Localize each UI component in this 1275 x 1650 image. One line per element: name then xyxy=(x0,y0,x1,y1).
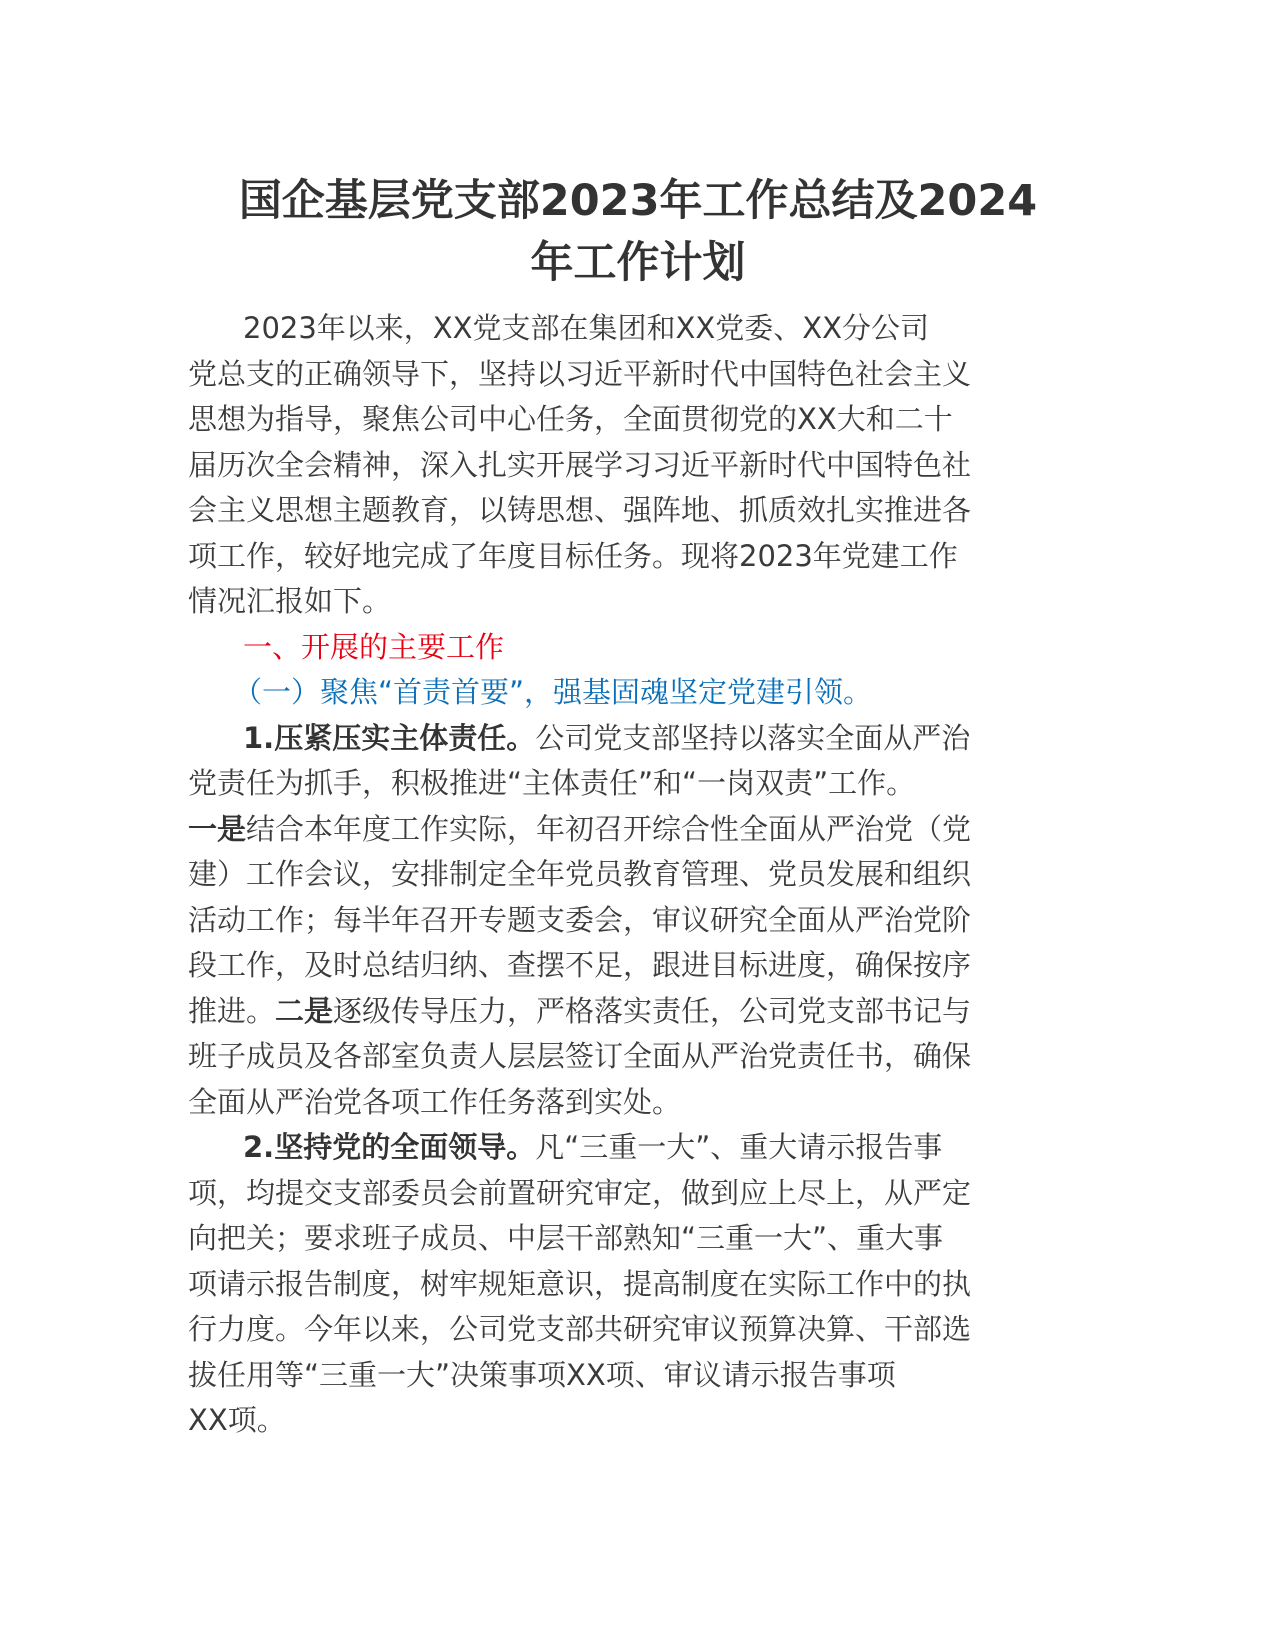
item2-line: 向把关；要求班子成员、中层干部熟知“三重一大”、重大事 xyxy=(188,1221,944,1255)
item1-line-2: 党责任为抓手，积极推进“主体责任”和“一岗双责”工作。 xyxy=(188,766,916,800)
intro-line: 会主义思想主题教育，以铸思想、强阵地、抓质效扎实推进各 xyxy=(188,493,972,527)
point-one-label: 一是 xyxy=(188,811,247,846)
intro-line: 党总支的正确领导下，坚持以习近平新时代中国特色社会主义 xyxy=(188,356,972,391)
item1-line-7 xyxy=(188,989,1088,1035)
item1-line7-pre: 推进。 xyxy=(188,993,276,1028)
item1-line-8: 班子成员及各部室负责人层层签订全面从严治党责任书，确保 xyxy=(188,1039,972,1073)
document-title xyxy=(188,170,1088,294)
item2-line: 行力度。今年以来，公司党支部共研究审议预算决算、干部选 xyxy=(188,1312,972,1346)
intro-paragraph xyxy=(188,306,1088,625)
subsection-heading-1: （一）聚焦“首责首要”，强基固魂坚定党建引领。 xyxy=(233,675,873,709)
item2-line: 项请示报告制度，树牢规矩意识，提高制度在实际工作中的执 xyxy=(188,1266,972,1301)
item1-line7-text: 逐级传导压力，严格落实责任，公司党支部书记与 xyxy=(333,993,972,1028)
title-line-2: 年工作计划 xyxy=(530,238,746,288)
intro-line: 项工作，较好地完成了年度目标任务。现将2023年党建工作 xyxy=(188,538,958,573)
item2-line: 项，均提交支部委员会前置研究审定，做到应上尽上，从严定 xyxy=(188,1175,972,1210)
item1-line1-text: 公司党支部坚持以落实全面从严治 xyxy=(535,720,971,755)
item2-line: XX项。 xyxy=(188,1403,286,1437)
item1-paragraph xyxy=(188,716,1088,1126)
item1-line-3 xyxy=(188,807,1088,853)
document-page xyxy=(188,170,1088,1444)
item1-lead: 1.压紧压实主体责任。 xyxy=(243,720,536,755)
item2-line: 拔任用等“三重一大”决策事项XX项、审议请示报告事项 xyxy=(188,1357,896,1392)
point-two-label: 二是 xyxy=(275,993,334,1028)
item2-lead: 2.坚持党的全面领导。 xyxy=(243,1130,536,1164)
item1-line-1 xyxy=(188,716,1088,762)
document-body xyxy=(188,306,1088,1444)
item1-line3-text: 结合本年度工作实际，年初召开综合性全面从严治党（党 xyxy=(246,811,972,846)
intro-line: 2023年以来，XX党支部在集团和XX党委、XX分公司 xyxy=(243,311,930,345)
item1-line-6: 段工作，及时总结归纳、查摆不足，跟进目标进度，确保按序 xyxy=(188,948,972,982)
section-heading-1: 一、开展的主要工作 xyxy=(243,629,505,664)
item2-line1-text: 凡“三重一大”、重大请示报告事 xyxy=(535,1130,943,1164)
title-line-1: 国企基层党支部2023年工作总结及2024 xyxy=(238,176,1038,226)
item1-line-4: 建）工作会议，安排制定全年党员教育管理、党员发展和组织 xyxy=(188,857,972,891)
intro-line: 思想为指导，聚焦公司中心任务，全面贯彻党的XX大和二十 xyxy=(188,402,953,436)
intro-line: 情况汇报如下。 xyxy=(188,584,392,618)
item1-line-5: 活动工作；每半年召开专题支委会，审议研究全面从严治党阶 xyxy=(188,902,972,937)
item2-paragraph xyxy=(188,1125,1088,1444)
intro-line: 届历次全会精神，深入扎实开展学习习近平新时代中国特色社 xyxy=(188,447,972,482)
item2-line-1 xyxy=(188,1125,1088,1171)
item1-line-9: 全面从严治党各项工作任务落到实处。 xyxy=(188,1084,682,1119)
